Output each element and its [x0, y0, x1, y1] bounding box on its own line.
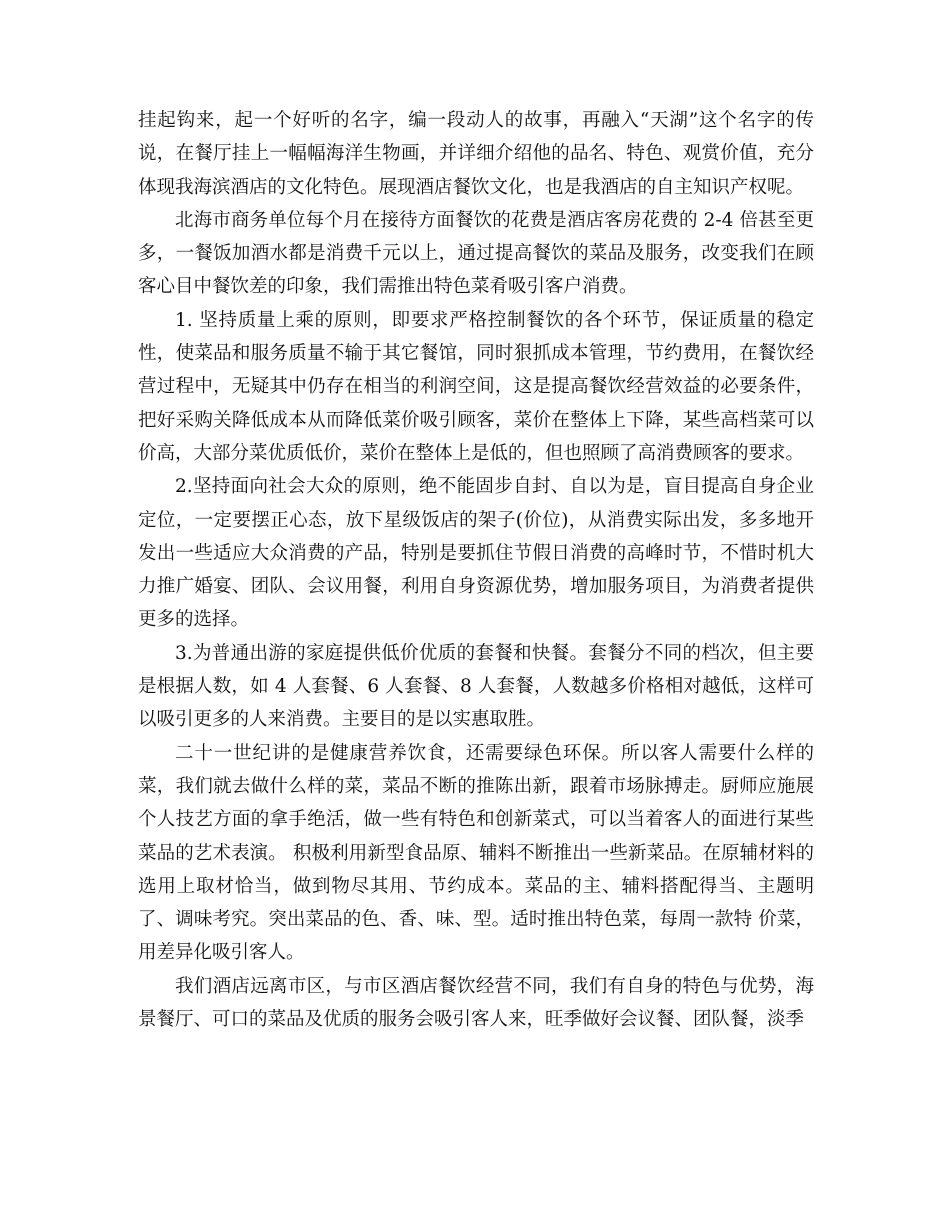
paragraph-healthy-dining: 二十一世纪讲的是健康营养饮食，还需要绿色环保。所以客人需要什么样的菜，我们就去做什么样的菜，菜品不断的推陈出新，跟着市场脉搏走。厨师应施展个人技艺方面的拿手绝活，做一些有特色和创新菜式，可以当着客人的面进行某些菜品的艺术表演。 积极利用新型食品原、辅料不断推出一些新菜品。在原辅材料的选用上取材恰当，做到物尽其用、节约成本。菜品的主、辅料搭配得当、主题明了、调味考究。突出菜品的色、香、味、型。适时推出特色菜，每周一款特 价菜，用差异化吸引客人。	[138, 742, 814, 964]
paragraph-business-dining: 北海市商务单位每个月在接待方面餐饮的花费是酒店客房花费的 2-4 倍甚至更多，一餐饭加酒水都是消费千元以上，通过提高餐饮的菜品及服务，改变我们在顾客心目中餐饮差的印象，我们需推出特色菜肴吸引客户消费。	[138, 209, 814, 298]
paragraph-point-3-set-meals: 3.为普通出游的家庭提供低价优质的套餐和快餐。套餐分不同的档次，但主要是根据人数，如 4 人套餐、6 人套餐、8 人套餐，人数越多价格相对越低，这样可以吸引更多的人来消费。主要目的是以实惠取胜。	[138, 642, 814, 731]
paragraph-location-advantage: 我们酒店远离市区，与市区酒店餐饮经营不同，我们有自身的特色与优势，海景餐厅、可口的菜品及优质的服务会吸引客人来，旺季做好会议餐、团队餐，淡季	[138, 975, 814, 1031]
paragraph-point-1-quality: 1. 坚持质量上乘的原则，即要求严格控制餐饮的各个环节，保证质量的稳定性，使菜品和服务质量不输于其它餐馆，同时狠抓成本管理，节约费用，在餐饮经营过程中，无疑其中仍存在相当的利润空间，这是提高餐饮经营效益的必要条件，把好采购关降低成本从而降低菜价吸引顾客，菜价在整体上下降，某些高档菜可以价高，大部分菜优质低价，菜价在整体上是低的，但也照顾了高消费顾客的要求。	[138, 309, 814, 464]
document-page	[138, 104, 814, 1036]
paragraph-point-2-public: 2.坚持面向社会大众的原则，绝不能固步自封、自以为是，盲目提高自身企业定位，一定要摆正心态，放下星级饭店的架子(价位)，从消费实际出发，多多地开发出一些适应大众消费的产品，特别是要抓住节假日消费的高峰时节，不惜时机大力推广婚宴、团队、会议用餐，利用自身资源优势，增加服务项目，为消费者提供更多的选择。	[138, 476, 814, 631]
paragraph-culture-continuation: 挂起钩来，起一个好听的名字，编一段动人的故事，再融入“天湖”这个名字的传说，在餐厅挂上一幅幅海洋生物画，并详细介绍他的品名、特色、观赏价值，充分体现我海滨酒店的文化特色。展现酒店餐饮文化，也是我酒店的自主知识产权呢。	[138, 110, 814, 198]
